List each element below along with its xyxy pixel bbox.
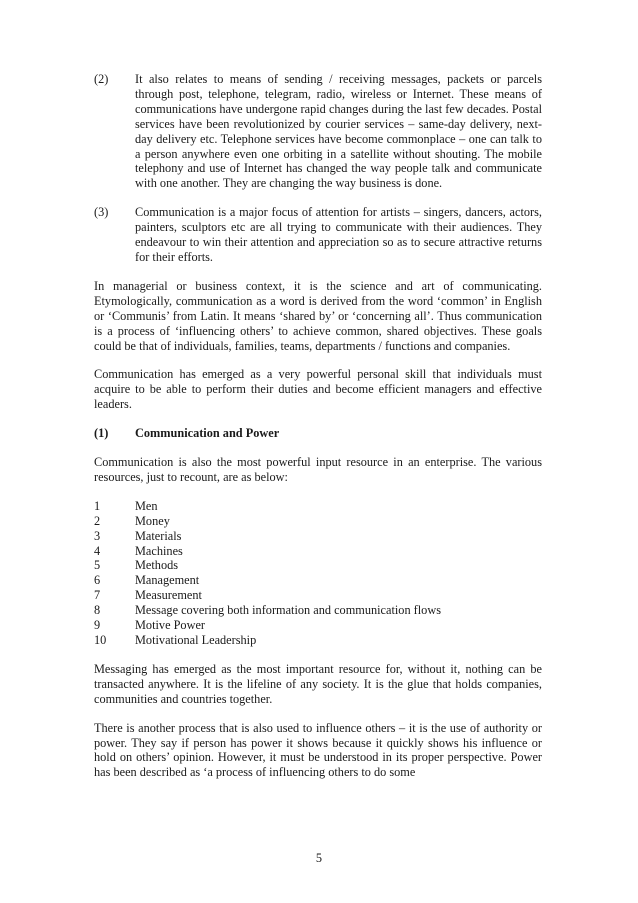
list-item-number: 4 — [94, 543, 101, 558]
list-item-number: 3 — [94, 528, 101, 543]
list-item — [94, 499, 542, 514]
paragraph-messaging: Messaging has emerged as the most important resource for, without it, nothing can be transacted anywhere. It is the lifeline of any society. It is the glue that holds companies, communities and countries together. — [94, 661, 542, 706]
page-number: 5 — [315, 851, 323, 865]
list-item-label: Measurement — [135, 588, 202, 603]
item-number: (2) — [94, 72, 109, 86]
list-item — [94, 618, 542, 633]
list-item-number: 2 — [94, 513, 101, 528]
item-number: (3) — [94, 205, 109, 220]
list-item-number: 10 — [94, 633, 107, 647]
list-item-label: Motivational Leadership — [135, 633, 257, 647]
list-item — [94, 558, 542, 573]
item-text: Communication is a major focus of attention for artists – singers, dancers, actors, painters, sculptors etc are all trying to communicate with their audiences. They endeavour to win their attention and appreciation so as to secure attractive returns for their efforts. — [135, 205, 542, 264]
section-heading — [94, 426, 542, 441]
list-item-label: Men — [135, 498, 158, 513]
numbered-item-2 — [94, 72, 542, 191]
list-item-number: 1 — [94, 498, 101, 513]
paragraph-personal-skill: Communication has emerged as a very powerful personal skill that individuals must acquire to be able to perform their duties and become efficient managers and effective leaders. — [94, 367, 542, 412]
list-item — [94, 588, 542, 603]
list-item-number: 5 — [94, 558, 101, 573]
list-item — [94, 603, 542, 618]
list-item-number: 8 — [94, 603, 101, 618]
list-item-label: Methods — [135, 558, 179, 573]
list-item — [94, 633, 542, 648]
list-item — [94, 544, 542, 559]
list-item-label: Management — [135, 573, 200, 588]
list-item-label: Motive Power — [135, 618, 206, 633]
list-item-label: Money — [135, 513, 170, 528]
heading-number: (1) — [94, 426, 109, 441]
list-item-label: Materials — [135, 528, 182, 543]
list-item-label: Machines — [135, 543, 183, 558]
numbered-item-3 — [94, 205, 542, 265]
list-item-label: Message covering both information and communication flows — [135, 603, 441, 618]
list-item — [94, 573, 542, 588]
paragraph-input-resource: Communication is also the most powerful input resource in an enterprise. The various resources, just to recount, are as below: — [94, 455, 542, 484]
heading-title: Communication and Power — [135, 426, 280, 441]
list-item-number: 6 — [94, 573, 101, 588]
list-item-number: 9 — [94, 618, 101, 633]
list-item — [94, 529, 542, 544]
list-item-number: 7 — [94, 588, 101, 603]
resource-list — [94, 499, 542, 648]
paragraph-power: There is another process that is also used to influence others – it is the use of authority or power. They say if person has power it shows because it quickly shows his influence or hold on others’ opinion. However, it must be understood in its proper perspective. Power has been described as ‘a process of influencing others to do some — [94, 720, 542, 780]
paragraph-business-context: In managerial or business context, it is the science and art of communicating. Etymologically, communication as a word is derived from the word ‘common’ in English or ‘Communis’ from Latin. It means ‘shared by’ or ‘concerning all’. Thus communication is a process of ‘influencing others’ to achieve common, shared objectives. These goals could be that of individuals, families, teams, departments / functions and companies. — [94, 278, 542, 353]
document-page — [94, 72, 542, 794]
list-item — [94, 514, 542, 529]
item-text: It also relates to means of sending / receiving messages, packets or parcels through post, telephone, telegram, radio, wireless or Internet. These means of communications have undergone rapid changes during the last few decades. Postal services have been revolutionized by courier services – same-day delivery, next-day delivery etc. Telephone services have become commonplace – one can talk to a person anywhere even one orbiting in a satellite without shouting. The mobile telephony and use of Internet has changed the way people talk and communicate with one another. They are changing the way business is done. — [135, 72, 542, 191]
